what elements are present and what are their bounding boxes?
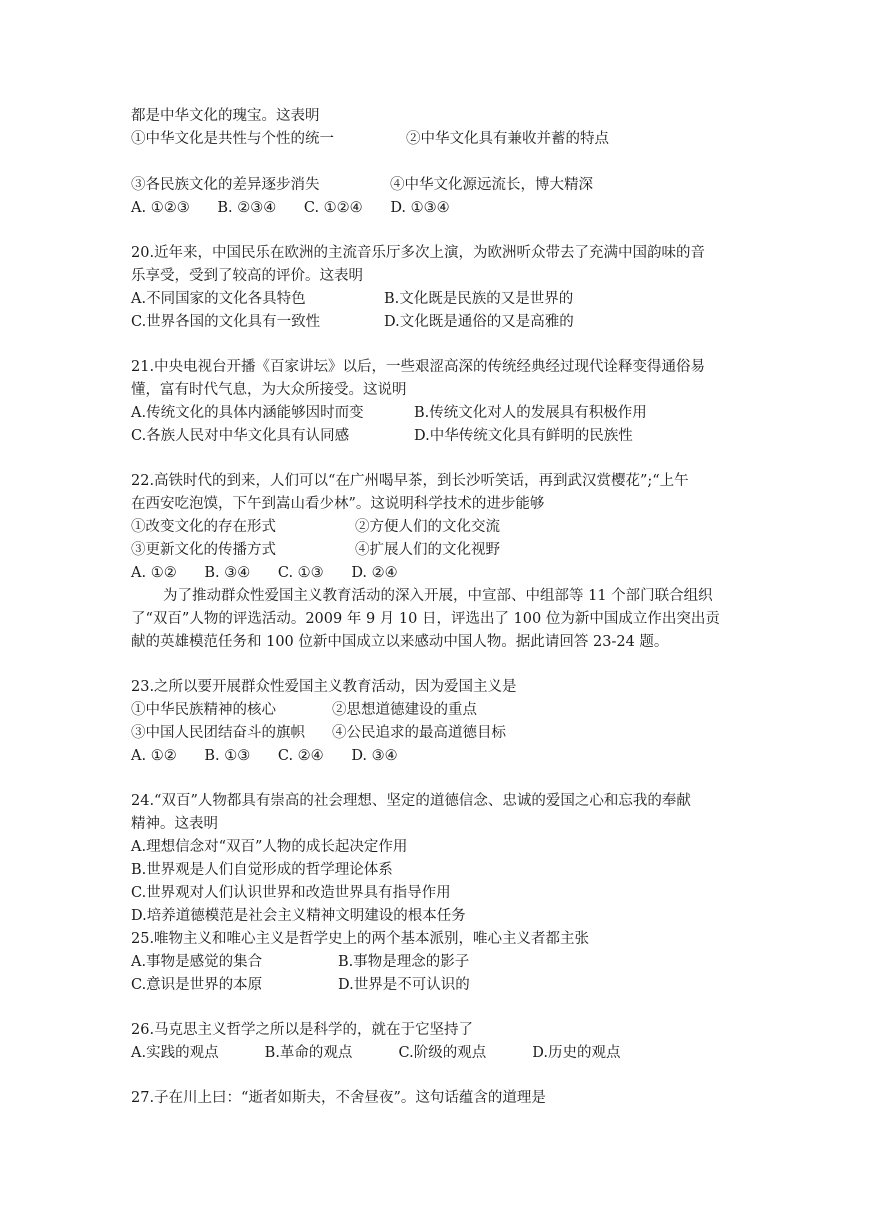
q23-option-1: ①中华民族精神的核心 <box>131 702 276 718</box>
q23-stem: 23.之所以要开展群众性爱国主义教育活动，因为爱国主义是 <box>131 679 517 695</box>
q25-choice-d: D.世界是不可认识的 <box>338 977 470 993</box>
q19-answer-choices: A. ①②③ B. ②③④ C. ①②④ D. ①③④ <box>131 200 450 216</box>
q23-option-4: ④公民追求的最高道德目标 <box>332 725 506 741</box>
q23-answer-choices: A. ①② B. ①③ C. ②④ D. ③④ <box>131 748 398 764</box>
q19-option-4: ④中华文化源远流长，博大精深 <box>390 177 593 193</box>
q21-choice-b: B.传统文化对人的发展具有积极作用 <box>414 405 647 421</box>
q25-stem: 25.唯物主义和唯心主义是哲学史上的两个基本派别，唯心主义者都主张 <box>131 931 590 947</box>
q20-choice-c: C.世界各国的文化具有一致性 <box>131 314 321 330</box>
q24-choice-a: A.理想信念对“双百”人物的成长起决定作用 <box>131 839 408 855</box>
q22-answer-choices: A. ①② B. ③④ C. ①③ D. ②④ <box>131 565 398 581</box>
q20-stem-line2: 乐享受，受到了较高的评价。这表明 <box>131 268 363 284</box>
q27-stem: 27.子在川上曰：“逝者如斯夫，不舍昼夜”。这句话蕴含的道理是 <box>131 1090 546 1106</box>
q19-stem-end: 都是中华文化的瑰宝。这表明 <box>131 108 320 124</box>
q21-choice-a: A.传统文化的具体内涵能够因时而变 <box>131 405 364 421</box>
q25-choice-b: B.事物是理念的影子 <box>338 954 470 970</box>
q21-stem-line2: 懂，富有时代气息，为大众所接受。这说明 <box>131 382 407 398</box>
q24-choice-c: C.世界观对人们认识世界和改造世界具有指导作用 <box>131 885 451 901</box>
q26-stem: 26.马克思主义哲学之所以是科学的，就在于它坚持了 <box>131 1022 474 1038</box>
q24-stem-line2: 精神。这表明 <box>131 816 218 832</box>
q22-option-3: ③更新文化的传播方式 <box>131 542 276 558</box>
q22-option-1: ①改变文化的存在形式 <box>131 519 276 535</box>
q20-choice-a: A.不同国家的文化各具特色 <box>131 291 306 307</box>
q24-choice-b: B.世界观是人们自觉形成的哲学理论体系 <box>131 862 393 878</box>
q23-option-2: ②思想道德建设的重点 <box>332 702 477 718</box>
q21-stem-line1: 21.中央电视台开播《百家讲坛》以后，一些艰涩高深的传统经典经过现代诠释变得通俗易 <box>131 359 706 375</box>
q19-option-2: ②中华文化具有兼收并蓄的特点 <box>406 131 609 147</box>
passage-line3: 献的英雄模范任务和 100 位新中国成立以来感动中国人物。据此请回答 23-24 题。 <box>131 634 669 650</box>
q19-option-1: ①中华文化是共性与个性的统一 <box>131 131 334 147</box>
q21-choice-c: C.各族人民对中华文化具有认同感 <box>131 428 350 444</box>
q25-choice-c: C.意识是世界的本原 <box>131 977 263 993</box>
q24-choice-d: D.培养道德模范是社会主义精神文明建设的根本任务 <box>131 908 466 924</box>
q22-stem-line2: 在西安吃泡馍，下午到嵩山看少林”。这说明科学技术的进步能够 <box>131 496 545 512</box>
passage-line2: 了“双百”人物的评选活动。2009 年 9 月 10 日，评选出了 100 位为新中国成立作出突出贡 <box>131 611 720 627</box>
q19-option-3: ③各民族文化的差异逐步消失 <box>131 177 320 193</box>
q22-option-2: ②方便人们的文化交流 <box>355 519 500 535</box>
q21-choice-d: D.中华传统文化具有鲜明的民族性 <box>414 428 633 444</box>
q23-option-3: ③中国人民团结奋斗的旗帜 <box>131 725 305 741</box>
passage-line1: 为了推动群众性爱国主义教育活动的深入开展，中宣部、中组部等 11 个部门联合组织 <box>163 588 713 604</box>
q22-option-4: ④扩展人们的文化视野 <box>355 542 500 558</box>
q22-stem-line1: 22.高铁时代的到来，人们可以“在广州喝早茶，到长沙听笑话，再到武汉赏樱花”;“上午 <box>131 473 689 489</box>
q20-choice-b: B.文化既是民族的又是世界的 <box>384 291 574 307</box>
q20-choice-d: D.文化既是通俗的又是高雅的 <box>384 314 574 330</box>
q20-stem-line1: 20.近年来，中国民乐在欧洲的主流音乐厅多次上演，为欧洲听众带去了充满中国韵味的音 <box>131 245 706 261</box>
q24-stem-line1: 24.“双百”人物都具有崇高的社会理想、坚定的道德信念、忠诚的爱国之心和忘我的奉献 <box>131 793 691 809</box>
q26-answer-choices: A.实践的观点 B.革命的观点 C.阶级的观点 D.历史的观点 <box>131 1045 621 1061</box>
q25-choice-a: A.事物是感觉的集合 <box>131 954 263 970</box>
